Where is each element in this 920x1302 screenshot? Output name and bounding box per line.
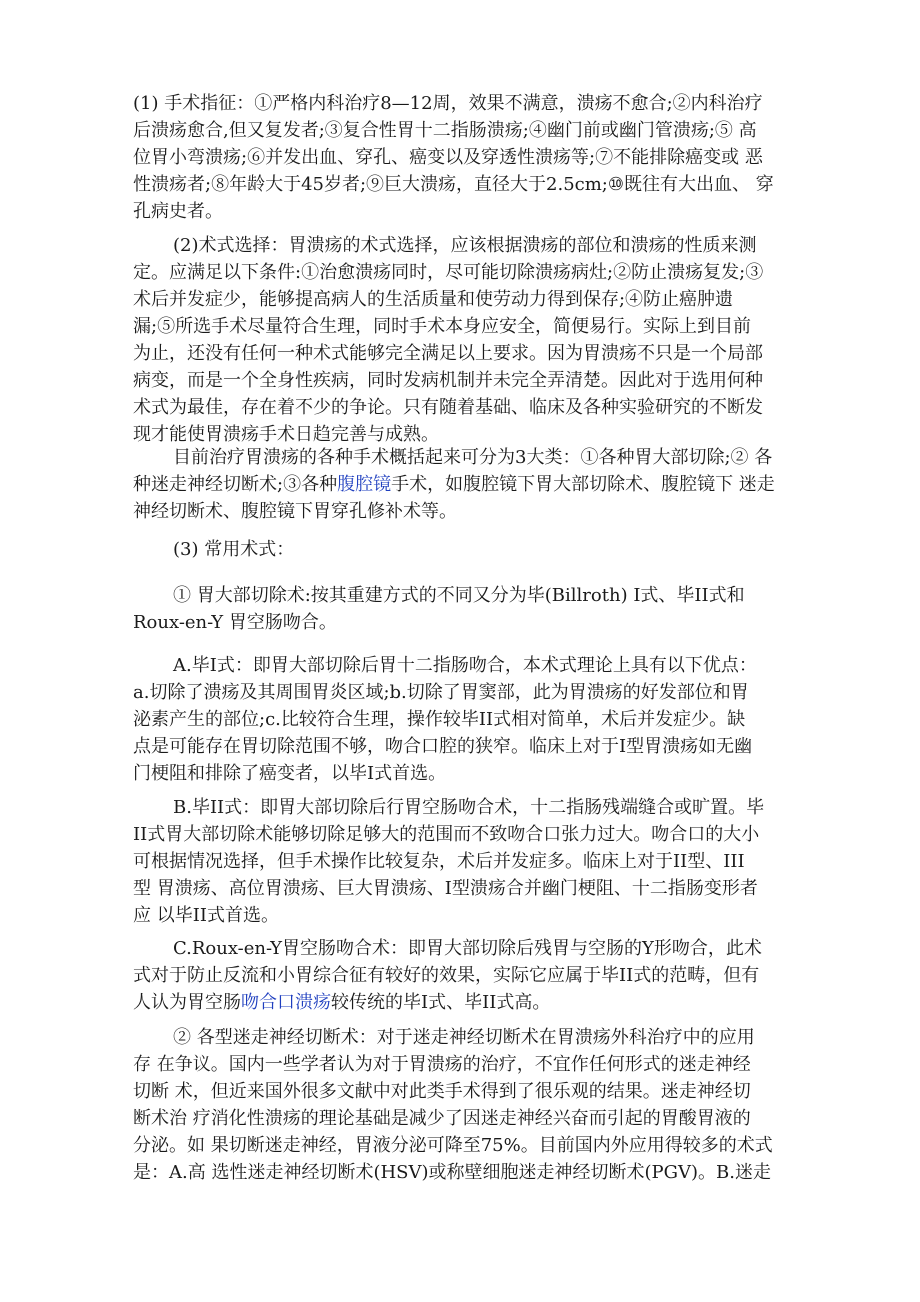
text-line: ② 各型迷走神经切断术：对于迷走神经切断术在胃溃疡外科治疗中的应用 (173, 1027, 755, 1048)
text-line: (3) 常用术式： (173, 539, 295, 560)
text-line: 目前治疗胃溃疡的各种手术概括起来可分为3大类：①各种胃大部切除;② 各 (173, 447, 773, 468)
text-line: 切断 术，但近来国外很多文献中对此类手术得到了很乐观的结果。迷走神经切 (133, 1081, 751, 1102)
anastomotic-ulcer-link[interactable]: 吻合口溃疡 (241, 992, 331, 1013)
text-line: 可根据情况选择，但手术操作比较复杂，术后并发症多。临床上对于II型、III (133, 851, 745, 872)
text-line: 式对于防止反流和小胃综合征有较好的效果，实际它应属于毕II式的范畴，但有 (133, 965, 760, 986)
text-line: 定。应满足以下条件:①治愈溃疡同时，尽可能切除溃疡病灶;②防止溃疡复发;③ (133, 262, 764, 283)
laparoscope-link[interactable]: 腹腔镜 (337, 474, 392, 495)
paragraph-procedure-categories (133, 444, 793, 525)
text-line: 漏;⑤所选手术尽量符合生理，同时手术本身应安全，简便易行。实际上到目前 (133, 316, 752, 337)
paragraph-common-procedures-heading (133, 536, 793, 563)
text-line: 位胃小弯溃疡;⑥并发出血、穿孔、癌变以及穿透性溃疡等;⑦不能排除癌变或 恶 (133, 147, 763, 168)
paragraph-billroth-1 (133, 652, 793, 787)
paragraph-surgical-indications (133, 90, 793, 225)
paragraph-billroth-2 (133, 794, 793, 929)
text-line (133, 989, 793, 1016)
paragraph-vagotomy (133, 1024, 793, 1186)
text-segment: 种迷走神经切断术;③各种 (133, 474, 338, 495)
text-line: 型 胃溃疡、高位胃溃疡、巨大胃溃疡、I型溃疡合并幽门梗阻、十二指肠变形者 (133, 878, 758, 899)
text-line: 分泌。如 果切断迷走神经，胃液分泌可降至75%。目前国内外应用得较多的术式 (133, 1135, 773, 1156)
text-line: 门梗阻和排除了癌变者，以毕I式首选。 (133, 763, 447, 784)
text-line: ① 胃大部切除术:按其重建方式的不同又分为毕(Billroth) I式、毕II式和 (173, 585, 745, 606)
text-line: 点是可能存在胃切除范围不够，吻合口腔的狭窄。临床上对于I型胃溃疡如无幽 (133, 736, 753, 757)
text-line: 存 在争议。国内一些学者认为对于胃溃疡的治疗，不宜作任何形式的迷走神经 (133, 1054, 751, 1075)
text-line: 术式为最佳，存在着不少的争论。只有随着基础、临床及各种实验研究的不断发 (133, 397, 763, 418)
text-line (133, 471, 793, 498)
text-segment: 人认为胃空肠 (133, 992, 241, 1013)
text-line: C.Roux-en-Y胃空肠吻合术：即胃大部切除后残胃与空肠的Y形吻合，此术 (173, 938, 762, 959)
paragraph-subtotal-gastrectomy (133, 582, 793, 636)
text-line: 神经切断术、腹腔镜下胃穿孔修补术等。 (133, 501, 457, 522)
paragraph-roux-en-y (133, 935, 793, 1016)
text-line: (1) 手术指征：①严格内科治疗8—12周，效果不满意，溃疡不愈合;②内科治疗 (133, 93, 763, 114)
text-line: a.切除了溃疡及其周围胃炎区域;b.切除了胃窦部，此为胃溃疡的好发部位和胃 (133, 682, 749, 703)
text-segment: 较传统的毕I式、毕II式高。 (331, 992, 551, 1013)
text-line: 泌素产生的部位;c.比较符合生理，操作较毕II式相对简单，术后并发症少。缺 (133, 709, 746, 730)
text-line: 为止，还没有任何一种术式能够完全满足以上要求。因为胃溃疡不只是一个局部 (133, 343, 763, 364)
text-line: 现才能使胃溃疡手术日趋完善与成熟。 (133, 424, 439, 445)
text-line: A.毕I式：即胃大部切除后胃十二指肠吻合，本术式理论上具有以下优点： (173, 655, 757, 676)
text-line: 应 以毕II式首选。 (133, 905, 279, 926)
text-line: 断术治 疗消化性溃疡的理论基础是减少了因迷走神经兴奋而引起的胃酸胃液的 (133, 1108, 751, 1129)
paragraph-procedure-selection (133, 232, 793, 448)
text-line: 后溃疡愈合,但又复发者;③复合性胃十二指肠溃疡;④幽门前或幽门管溃疡;⑤ 高 (133, 120, 757, 141)
text-line: Roux-en-Y 胃空肠吻合。 (133, 612, 337, 633)
text-line: 是：A.高 选性迷走神经切断术(HSV)或称壁细胞迷走神经切断术(PGV)。B.迷走 (133, 1162, 771, 1183)
text-line: B.毕II式：即胃大部切除后行胃空肠吻合术，十二指肠残端缝合或旷置。毕 (173, 797, 765, 818)
text-line: 病变，而是一个全身性疾病，同时发病机制并未完全弄清楚。因此对于选用何种 (133, 370, 763, 391)
text-line: 性溃疡者;⑧年龄大于45岁者;⑨巨大溃疡，直径大于2.5cm;⑩既往有大出血、 穿 (133, 174, 774, 195)
text-line: (2)术式选择：胃溃疡的术式选择，应该根据溃疡的部位和溃疡的性质来测 (173, 235, 757, 256)
text-segment: 手术，如腹腔镜下胃大部切除术、腹腔镜下 迷走 (391, 474, 775, 495)
text-line: 孔病史者。 (133, 201, 223, 222)
text-line: 术后并发症少，能够提高病人的生活质量和使劳动力得到保存;④防止癌肿遗 (133, 289, 734, 310)
text-line: II式胃大部切除术能够切除足够大的范围而不致吻合口张力过大。吻合口的大小 (133, 824, 760, 845)
